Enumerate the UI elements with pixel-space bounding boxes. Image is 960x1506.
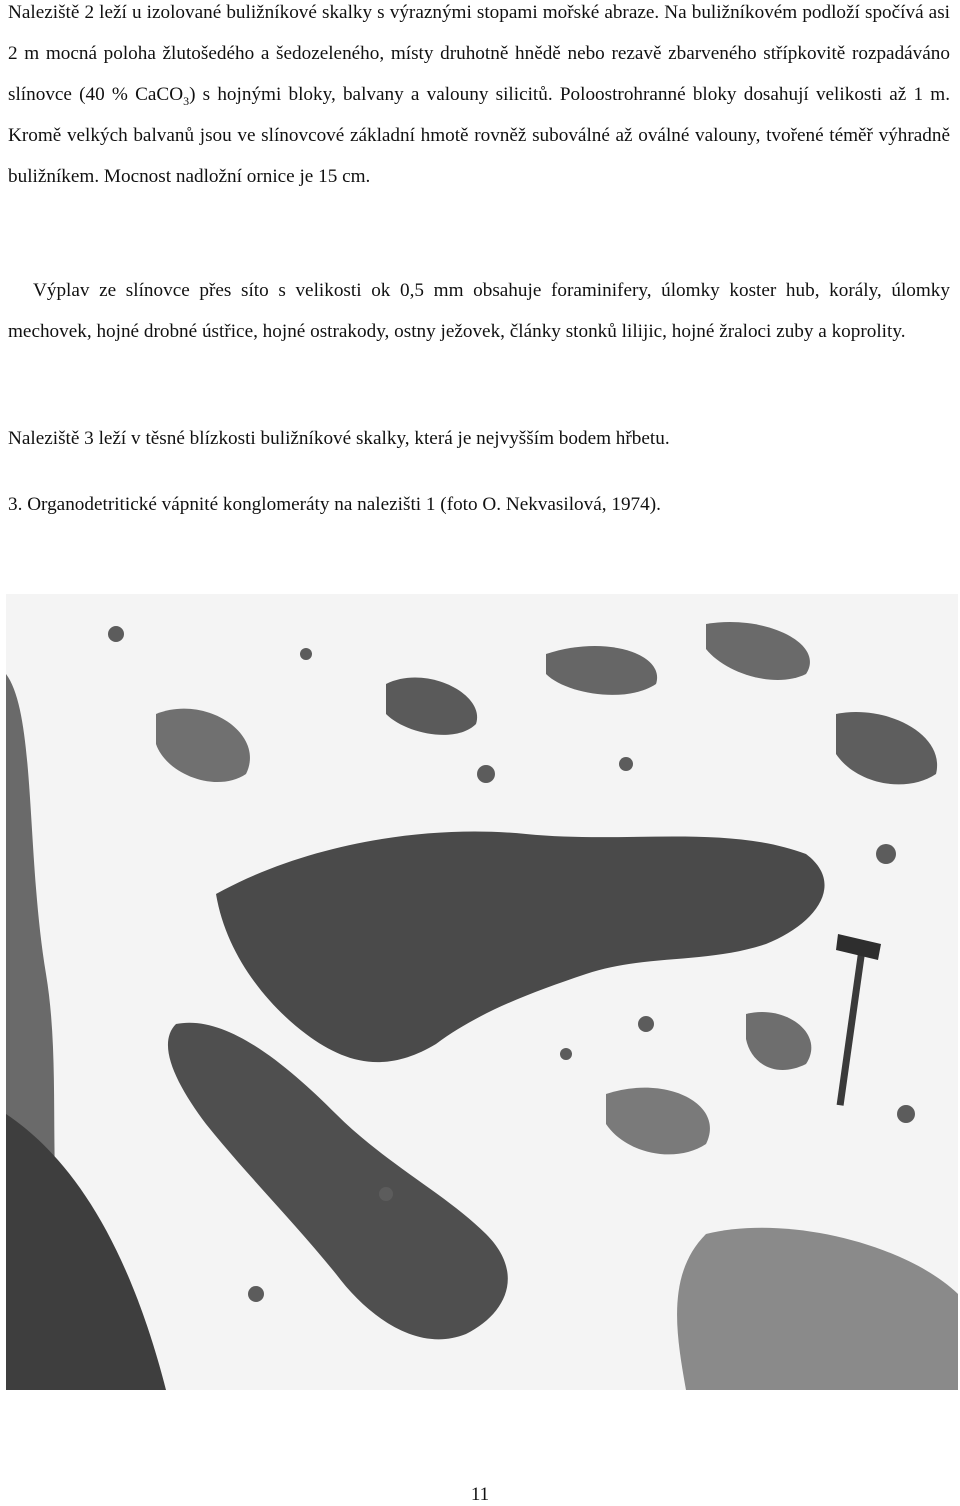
- paragraph-text-continued: ) s hojnými bloky, balvany a valouny silicitů. Poloostrohranné bloky dosahují velikosti až 1 m. Kromě velkých balvanů jsou ve slínovcové základní hmotě rovněž suboválné až oválné valouny, tvořené téměř výhradně buližníkem. Mocnost nadložní ornice je 15 cm.: [8, 84, 950, 187]
- paragraph-locality-3: Naleziště 3 leží v těsné blízkosti buližníkové skalky, která je nejvyšším bodem hřbetu.: [8, 428, 670, 449]
- paragraph-text: Naleziště 2 leží u izolované buližníkové skalky s výraznými stopami mořské abraze. Na buližníkovém podloží spočívá asi 2 m mocná poloha žlutošedého a šedozeleného, místy druhotně hnědě nebo rezavě zbarveného střípkovitě rozpadáváno slínovce (40 % CaCO: [8, 2, 950, 105]
- paragraph-washout: Výplav ze slínovce přes síto s velikosti ok 0,5 mm obsahuje foraminifery, úlomky koster hub, korály, úlomky mechovek, hojné drobné ústřice, hojné ostrakody, ostny ježovek, články stonků lilijic, hojné žraloci zuby a koprolity.: [8, 280, 950, 342]
- page-number: 11: [470, 1484, 490, 1505]
- figure-caption: 3. Organodetritické vápnité konglomeráty na nalezišti 1 (foto O. Nekvasilová, 1974).: [8, 494, 661, 515]
- photo-illustration: [6, 594, 958, 1390]
- subscript: 3: [183, 93, 190, 108]
- outcrop-photo: [6, 594, 958, 1390]
- paragraph-locality-2: [8, 0, 950, 197]
